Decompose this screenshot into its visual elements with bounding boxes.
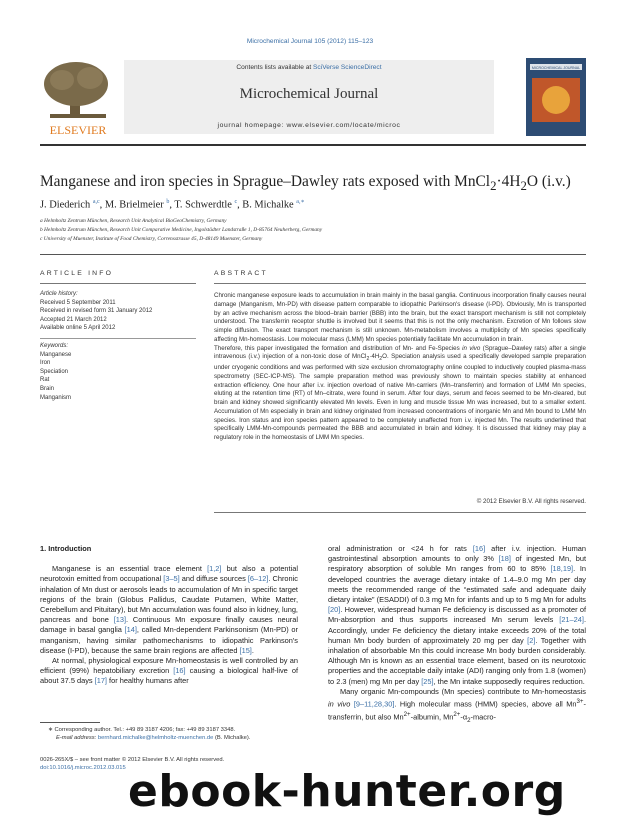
article-title <box>40 173 600 194</box>
footnote-rule <box>40 722 100 723</box>
body-paragraph: Manganese is an essential trace element [1,2] but also a potential neurotoxin emitted from occupational [3–5] and diffuse sources [6–12]. Chronic inhalation of Mn dust or aerosols leads to accumulation of Mn in specific target regions of the brain (Globus Pallidus, Caudate Putamen, White Matter, Cerebellum and Pituitary), but Mn accumulation was found also in kidney, lung, pancreas and bone [13]. Continuous Mn exposure finally causes neural damage in basal ganglia [14], called Mn-dependent Parkinsonism (Mn-PD) or manganism, having similar pathomechanisms to idiopathic Parkinson's disease (I-PD), because the same brain regions are affected [15]. <box>40 564 298 655</box>
abstract-paragraph: Therefore, this paper investigated the formation and distribution of Mn- and Fe-Species in vivo (Sprague–Dawley rats) after a single intravenous (i.v.) injection of a non-toxic dose of $MnCl_2\cdot 4H_2O$. Speciation analysis used a specifically developed sample preparation under cryogenic conditions and was performed with size exclusion chromatography online coupled to inductively coupled plasma-mass spectrometry (SEC-ICP-MS). The sample preparation method was previously shown to maintain species stability at enhanced extraction efficiency. One hour after i.v. injection overload of native Mn-carriers (Mn–transferrin) and formation of LMM Mn species, eluting at the retention time (RT) of Mn–citrate, were found in serum. After four days, serum and feces seemed to be Mn-cleared, but brain and kidney showed significantly elevated Mn levels. Even in lung and muscle tissue Mn was increased, but to a smaller extent. Accumulation of Mn especially in brain and kidney originated from increased concentrations of inorganic Mn and Mn bound to LMM Mn species. Iron status and iron species pattern appeared to be completely unaffected from i.v. injected Mn. The results underlined that specifically LMM-Mn-compounds permeated the BBB and accumulated in brain and kidney. It is discussed that kidney may play a regulatory role in the homeostasis of LMM Mn species. <box>214 344 586 442</box>
watermark-text: ebook-hunter.org <box>128 766 566 817</box>
abstract-end-rule <box>214 512 586 513</box>
keyword: Rat <box>40 377 50 384</box>
abstract-heading: ABSTRACT <box>214 270 268 277</box>
abstract-body <box>214 292 586 443</box>
keywords-rule <box>40 338 196 339</box>
corresponding-author-footnote <box>40 726 302 742</box>
keywords <box>40 342 196 402</box>
author-list: J. Diederich $^{a,c}$, M. Brielmeier $^b$, T. Schwerdtle $^c$, B. Michalke $^{a,∗}$ <box>40 199 305 211</box>
keyword: Iron <box>40 360 51 367</box>
article-info-heading: ARTICLE INFO <box>40 270 114 277</box>
issn-line: 0026-265X/$ – see front matter © 2012 Elsevier B.V. All rights reserved. <box>40 757 225 763</box>
affiliation-rule <box>40 254 586 255</box>
affiliation-a: a Helmholtz Zentrum München, Research Unit Analytical BioGeoChemistry, Germany <box>40 218 227 224</box>
publisher-logo-text: ELSEVIER <box>49 123 107 137</box>
journal-cover-thumbnail[interactable] <box>526 58 586 136</box>
keyword: Brain <box>40 385 55 392</box>
keyword: Manganese <box>40 351 72 358</box>
abstract-rule <box>214 283 586 284</box>
doi-link[interactable]: doi:10.1016/j.microc.2012.03.015 <box>40 765 126 771</box>
article-info-rule <box>40 283 196 284</box>
history-online: Available online 5 April 2012 <box>40 325 116 332</box>
body-paragraph: At normal, physiological exposure Mn-homeostasis is well controlled by an efficient (99%) hepatobiliary excretion [16] causing a biological half-live of about 37.5 days [17] for healthy humans after <box>40 656 299 686</box>
keywords-label: Keywords: <box>40 343 69 349</box>
keyword: Speciation <box>40 368 69 375</box>
history-label: Article history: <box>40 291 78 297</box>
journal-citation[interactable]: Microchemical Journal 105 (2012) 115–123 <box>246 38 374 45</box>
history-revised: Received in revised form 31 January 2012 <box>40 308 153 315</box>
abstract-paragraph: Chronic manganese exposure leads to accumulation in brain mainly in the basal ganglia. Continuous incorporation finally causes neural damage (Manganism, Mn-PD) with disease pattern comparable to idiopathic Parkinson's disease (I-PD). Obviously, Mn is transported by an active mechanism across the blood–brain barrier (BBB) into the brain, but the exact transport mechanism is still not completely understood. The transferrin receptor shuttle is involved but it seems that this is not the only mechanism. Excretion of Mn follows slow simple diffusion. The exact transport mechanism is still unknown. Mn-metabolism involves a multiplicity of Mn species specifically affecting Mn-homeostasis. Low molecular mass (LMM) Mn species potentially facilitate Mn accumulation in brain. <box>214 292 586 343</box>
body-right-column <box>328 544 586 726</box>
journal-homepage-link[interactable]: journal homepage: www.elsevier.com/locate/microc <box>217 122 401 129</box>
abstract-copyright: © 2012 Elsevier B.V. All rights reserved. <box>476 498 586 505</box>
journal-name: Microchemical Journal <box>239 86 379 102</box>
cover-title: MICROCHEMICAL JOURNAL <box>531 66 581 70</box>
email-address[interactable]: E-mail address: bernhard.michalke@helmholtz-muenchen.de (B. Michalke). <box>56 735 251 741</box>
journal-masthead <box>40 58 586 138</box>
affiliation-c: c University of Muenster, Institute of Food Chemistry, Corrensstrasse 45, D-48149 Muenster, Germany <box>40 236 263 242</box>
body-paragraph: oral administration or <24 h for rats [16] after i.v. injection. Human gastrointestinal absorption amounts to only 3% [18] of ingested Mn, but respiratory absorption of soluble Mn ranges from 60 to 85% [18,19]. In developed countries the average dietary intake of 1.4–9.0 mg Mn per day meets the recommended range of the “estimated safe and adequate daily dietary intake” (ESADDI) of 0.3 mg Mn for infants and up to 5 mg Mn for adults [20]. However, widespread human Fe deficiency is discussed as a promoter of Mn-absorption and thus supports increased Mn serum levels [21–24]. Accordingly, under Fe deficiency the dietary intake exceeds 20% of the total human Mn body burden of approximately 20 mg per day [2]. Together with inhalation of absorbable Mn this could increase Mn body burden considerably. Although Mn is known as an essential trace element, based on its neurotoxic properties and the acceptable daily intake (ADI) ranging only from 1.8 (women) to 2.3 (men) mg Mn per day [25], the Mn intake supposedly requires reduction. <box>328 544 587 686</box>
keyword: Manganism <box>40 394 72 401</box>
contents-availability: Contents lists available at SciVerse ScienceDirect <box>236 64 382 71</box>
sciverse-link[interactable]: SciVerse ScienceDirect <box>313 64 382 71</box>
section-heading: 1. Introduction <box>40 544 92 553</box>
article-history <box>40 290 196 333</box>
body-left-column <box>40 544 298 687</box>
header-rule <box>40 144 586 146</box>
corresponding-author: ∗ Corresponding author. Tel.: +49 89 3187 4206; fax: +49 89 3187 3348. <box>48 727 236 733</box>
body-paragraph: Many organic Mn-compounds (Mn species) contribute to Mn-homeostasis in vivo [9–11,28,30]. High molecular mass (HMM) species, above all $Mn^{3+}$-transferrin, but also $Mn^{2+}$-albumin, $Mn^{2+}-\alpha_2-macro-$ <box>328 686 586 724</box>
history-accepted: Accepted 21 March 2012 <box>40 316 107 323</box>
affiliation-b: b Helmholtz Zentrum München, Research Unit Comparative Medicine, Ingolstädter Landstraße 1, D-85764 Neuherberg, Germany <box>40 227 323 233</box>
elsevier-tree-logo <box>40 58 116 138</box>
article-title-text: Manganese and iron species in Sprague–Dawley rats exposed with $MnCl_2\cdot 4H_2O$ (i.v.) <box>40 173 571 194</box>
history-received: Received 5 September 2011 <box>40 299 116 306</box>
